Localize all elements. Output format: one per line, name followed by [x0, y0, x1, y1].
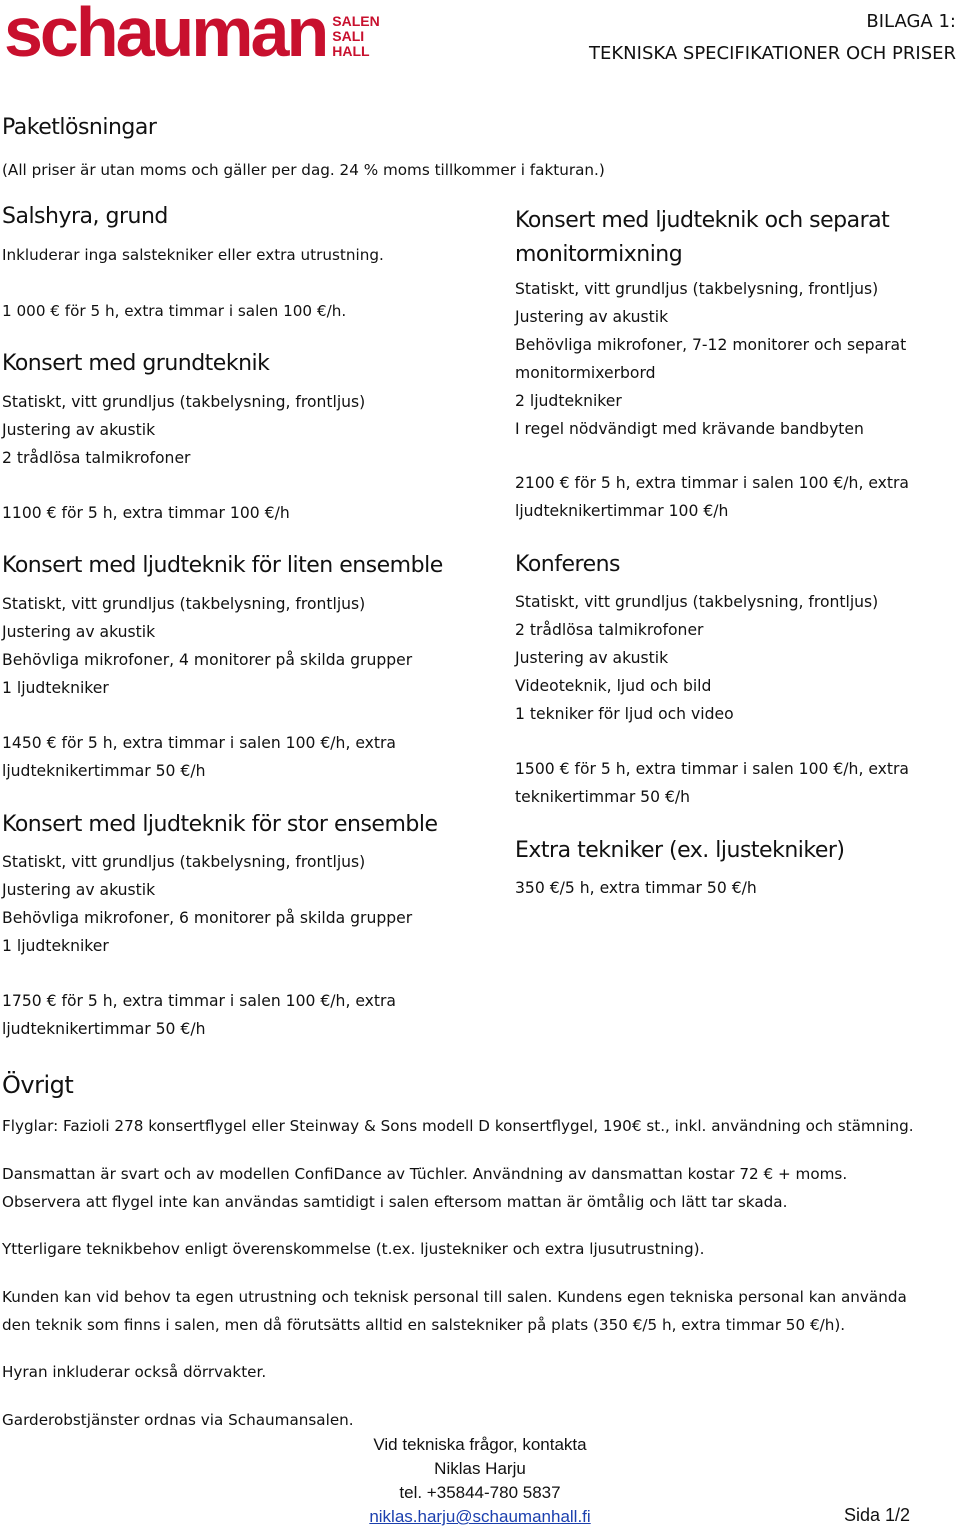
contact-intro: Vid tekniska frågor, kontakta — [373, 1435, 587, 1454]
contact-email-link[interactable]: niklas.harju@schaumanhall.fi — [369, 1507, 591, 1526]
appendix-title: TEKNISKA SPECIFIKATIONER OCH PRISER — [589, 43, 956, 64]
price-line: 1750 € för 5 h, extra timmar i salen 100 €/h, extra — [2, 992, 396, 1010]
ovrigt-garderob: Garderobstjänster ordnas via Schaumansalen. — [2, 1411, 354, 1429]
ovrigt-dorrvakter: Hyran inkluderar också dörrvakter. — [2, 1363, 267, 1381]
list-item: Statiskt, vitt grundljus (takbelysning, frontljus) — [515, 280, 879, 298]
grundteknik-price — [2, 499, 290, 527]
price-line: 1500 € för 5 h, extra timmar i salen 100 €/h, extra — [515, 760, 909, 778]
list-item: Justering av akustik — [2, 623, 156, 641]
ovrigt-egen-utrustning-2: den teknik som finns i salen, men då förutsätts alltid en salstekniker på plats (350 €/5 h, extra timmar 50 €/h). — [2, 1316, 846, 1334]
list-item: Statiskt, vitt grundljus (takbelysning, frontljus) — [515, 593, 879, 611]
list-item: 2 trådlösa talmikrofoner — [2, 449, 191, 467]
list-item: Behövliga mikrofoner, 7-12 monitorer och separat — [515, 336, 907, 354]
ovrigt-teknikbehov: Ytterligare teknikbehov enligt överenskommelse (t.ex. ljustekniker och extra ljusutrustning). — [2, 1240, 705, 1258]
page-title: Paketlösningar — [2, 115, 157, 140]
stor-ensemble-list — [2, 848, 412, 960]
heading-line: Konsert med ljudteknik och separat — [515, 208, 890, 233]
appendix-label: BILAGA 1: — [866, 11, 956, 32]
section-heading-stor-ensemble: Konsert med ljudteknik för stor ensemble — [2, 812, 438, 837]
logo-sub-line: HALL — [332, 43, 370, 59]
logo-subtitle — [332, 14, 379, 59]
section-heading-liten-ensemble: Konsert med ljudteknik för liten ensemble — [2, 553, 443, 578]
contact-phone: tel. +35844-780 5837 — [399, 1483, 561, 1502]
list-item: Statiskt, vitt grundljus (takbelysning, frontljus) — [2, 393, 366, 411]
ovrigt-flyglar: Flyglar: Fazioli 278 konsertflygel eller Steinway & Sons modell D konsertflygel, 190€ st., inkl. användning och stämning. — [2, 1117, 914, 1135]
contact-name: Niklas Harju — [434, 1459, 526, 1478]
list-item: Justering av akustik — [2, 881, 156, 899]
logo-sub-line: SALEN — [332, 13, 380, 29]
extra-tekniker-price — [515, 874, 757, 902]
section-heading-salshyra: Salshyra, grund — [2, 204, 168, 229]
list-item: Statiskt, vitt grundljus (takbelysning, frontljus) — [2, 853, 366, 871]
section-heading-separat-monitor — [515, 204, 889, 272]
ovrigt-egen-utrustning: Kunden kan vid behov ta egen utrustning och teknisk personal till salen. Kundens egen tekniska personal kan använda — [2, 1288, 907, 1306]
price-line: 350 €/5 h, extra timmar 50 €/h — [515, 879, 757, 897]
section-heading-grundteknik: Konsert med grundteknik — [2, 351, 270, 376]
ovrigt-dansmatta: Dansmattan är svart och av modellen ConfiDance av Tüchler. Användning av dansmattan kostar 72 € + moms. — [2, 1165, 848, 1183]
konferens-list — [515, 588, 878, 728]
vat-note: (All priser är utan moms och gäller per dag. 24 % moms tillkommer i fakturan.) — [2, 161, 605, 179]
list-item: I regel nödvändigt med krävande bandbyten — [515, 420, 864, 438]
price-line: teknikertimmar 50 €/h — [515, 788, 691, 806]
stor-ensemble-price — [2, 987, 396, 1043]
price-line: ljudteknikertimmar 100 €/h — [515, 502, 729, 520]
price-line: 1450 € för 5 h, extra timmar i salen 100 €/h, extra — [2, 734, 396, 752]
ovrigt-dansmatta-note: Observera att flygel inte kan användas samtidigt i salen eftersom mattan är ömtålig och lätt tar skada. — [2, 1193, 788, 1211]
list-item: Justering av akustik — [2, 421, 156, 439]
list-item: 1 tekniker för ljud och video — [515, 705, 734, 723]
contact-footer — [0, 1433, 960, 1529]
list-item: Justering av akustik — [515, 308, 669, 326]
heading-line: monitormixning — [515, 242, 683, 267]
document-header — [589, 6, 956, 70]
price-line: 2100 € för 5 h, extra timmar i salen 100 €/h, extra — [515, 474, 909, 492]
list-item: 1 ljudtekniker — [2, 679, 109, 697]
liten-ensemble-list — [2, 590, 412, 702]
list-item: Justering av akustik — [515, 649, 669, 667]
section-heading-konferens: Konferens — [515, 552, 621, 577]
list-item: Videoteknik, ljud och bild — [515, 677, 712, 695]
list-item: Behövliga mikrofoner, 6 monitorer på skilda grupper — [2, 909, 413, 927]
section-heading-ovrigt: Övrigt — [2, 1071, 74, 1099]
section-heading-extra-tekniker: Extra tekniker (ex. ljustekniker) — [515, 838, 845, 863]
list-item: monitormixerbord — [515, 364, 656, 382]
list-item: 2 trådlösa talmikrofoner — [515, 621, 704, 639]
list-item: Behövliga mikrofoner, 4 monitorer på skilda grupper — [2, 651, 413, 669]
list-item: Statiskt, vitt grundljus (takbelysning, frontljus) — [2, 595, 366, 613]
schauman-logo — [4, 0, 380, 71]
salshyra-line: Inkluderar inga salstekniker eller extra utrustning. — [2, 246, 384, 264]
page-number: Sida 1/2 — [843, 1505, 910, 1525]
list-item: 2 ljudtekniker — [515, 392, 622, 410]
price-line: ljudteknikertimmar 50 €/h — [2, 1020, 206, 1038]
price-line: ljudteknikertimmar 50 €/h — [2, 762, 206, 780]
salshyra-price: 1 000 € för 5 h, extra timmar i salen 100 €/h. — [2, 302, 347, 320]
liten-ensemble-price — [2, 729, 396, 785]
separat-monitor-list — [515, 275, 906, 443]
list-item: 1 ljudtekniker — [2, 937, 109, 955]
logo-wordmark: schauman — [4, 0, 327, 71]
konferens-price — [515, 755, 909, 811]
price-line: 1100 € för 5 h, extra timmar 100 €/h — [2, 504, 290, 522]
grundteknik-list — [2, 388, 365, 472]
logo-sub-line: SALI — [332, 28, 365, 44]
separat-monitor-price — [515, 469, 909, 525]
